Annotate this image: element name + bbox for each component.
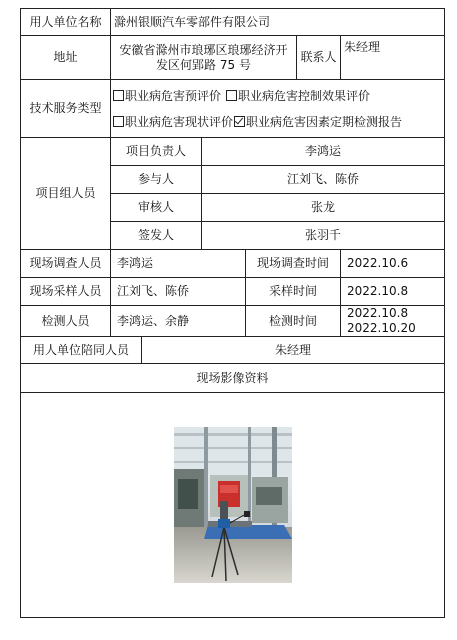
team-name: 李鸿运 bbox=[202, 138, 445, 166]
testing-time-label: 检测时间 bbox=[246, 306, 341, 337]
team-label: 项目组人员 bbox=[21, 138, 111, 250]
testing-time-end: 2022.10.20 bbox=[347, 321, 416, 335]
service-line-2 bbox=[112, 113, 443, 131]
employer-row bbox=[21, 9, 445, 36]
team-name: 张龙 bbox=[202, 194, 445, 222]
sampling-time-label: 采样时间 bbox=[246, 278, 341, 306]
survey-label: 现场调查人员 bbox=[21, 250, 111, 278]
site-photo bbox=[174, 427, 292, 583]
escort-value: 朱经理 bbox=[142, 337, 445, 364]
escort-row bbox=[21, 337, 445, 364]
testing-label: 检测人员 bbox=[21, 306, 111, 337]
survey-time-label: 现场调查时间 bbox=[246, 250, 341, 278]
option-periodic-testing: 职业病危害因素定期检测报告 bbox=[246, 114, 403, 129]
contact-value: 朱经理 bbox=[341, 36, 445, 80]
address-label: 地址 bbox=[21, 36, 111, 80]
service-options bbox=[111, 80, 445, 138]
service-line-1 bbox=[112, 87, 443, 105]
address-line-1: 安徽省滁州市琅琊区琅琊经济开 bbox=[119, 42, 288, 57]
survey-row bbox=[21, 250, 445, 278]
escort-label: 用人单位陪同人员 bbox=[21, 337, 142, 364]
team-row-1 bbox=[21, 138, 445, 166]
team-name: 张羽千 bbox=[202, 222, 445, 250]
report-sheet bbox=[20, 8, 444, 630]
address-line-2: 发区何郢路 75 号 bbox=[156, 57, 251, 72]
sampling-row bbox=[21, 278, 445, 306]
checkbox-pre-evaluation[interactable] bbox=[113, 90, 124, 101]
checkbox-periodic-testing[interactable] bbox=[234, 116, 245, 127]
survey-time: 2022.10.6 bbox=[341, 250, 445, 278]
option-pre-evaluation: 职业病危害预评价 bbox=[125, 88, 222, 103]
team-role: 项目负责人 bbox=[111, 138, 202, 166]
photo-section-label: 现场影像资料 bbox=[21, 364, 445, 393]
info-table bbox=[20, 8, 445, 618]
survey-people: 李鸿运 bbox=[111, 250, 246, 278]
sampling-time: 2022.10.8 bbox=[341, 278, 445, 306]
checkbox-control-effect[interactable] bbox=[226, 90, 237, 101]
testing-people: 李鸿运、余静 bbox=[111, 306, 246, 337]
sampling-people: 江刘飞、陈侨 bbox=[111, 278, 246, 306]
testing-time-start: 2022.10.8 bbox=[347, 306, 409, 320]
photo-header-row bbox=[21, 364, 445, 393]
employer-value: 滁州银顺汽车零部件有限公司 bbox=[111, 9, 445, 36]
team-role: 审核人 bbox=[111, 194, 202, 222]
service-type-label: 技术服务类型 bbox=[21, 80, 111, 138]
employer-label: 用人单位名称 bbox=[21, 9, 111, 36]
team-name: 江刘飞、陈侨 bbox=[202, 166, 445, 194]
testing-row bbox=[21, 306, 445, 337]
address-row bbox=[21, 36, 445, 80]
contact-label: 联系人 bbox=[297, 36, 341, 80]
address-value bbox=[111, 36, 297, 80]
team-role: 参与人 bbox=[111, 166, 202, 194]
photo-row bbox=[21, 393, 445, 618]
sampling-label: 现场采样人员 bbox=[21, 278, 111, 306]
service-type-row bbox=[21, 80, 445, 138]
option-control-effect: 职业病危害控制效果评价 bbox=[238, 88, 371, 103]
testing-time bbox=[341, 306, 445, 337]
option-status-evaluation: 职业病危害现状评价 bbox=[125, 114, 234, 129]
team-role: 签发人 bbox=[111, 222, 202, 250]
checkbox-status-evaluation[interactable] bbox=[113, 116, 124, 127]
photo-cell bbox=[21, 393, 445, 618]
